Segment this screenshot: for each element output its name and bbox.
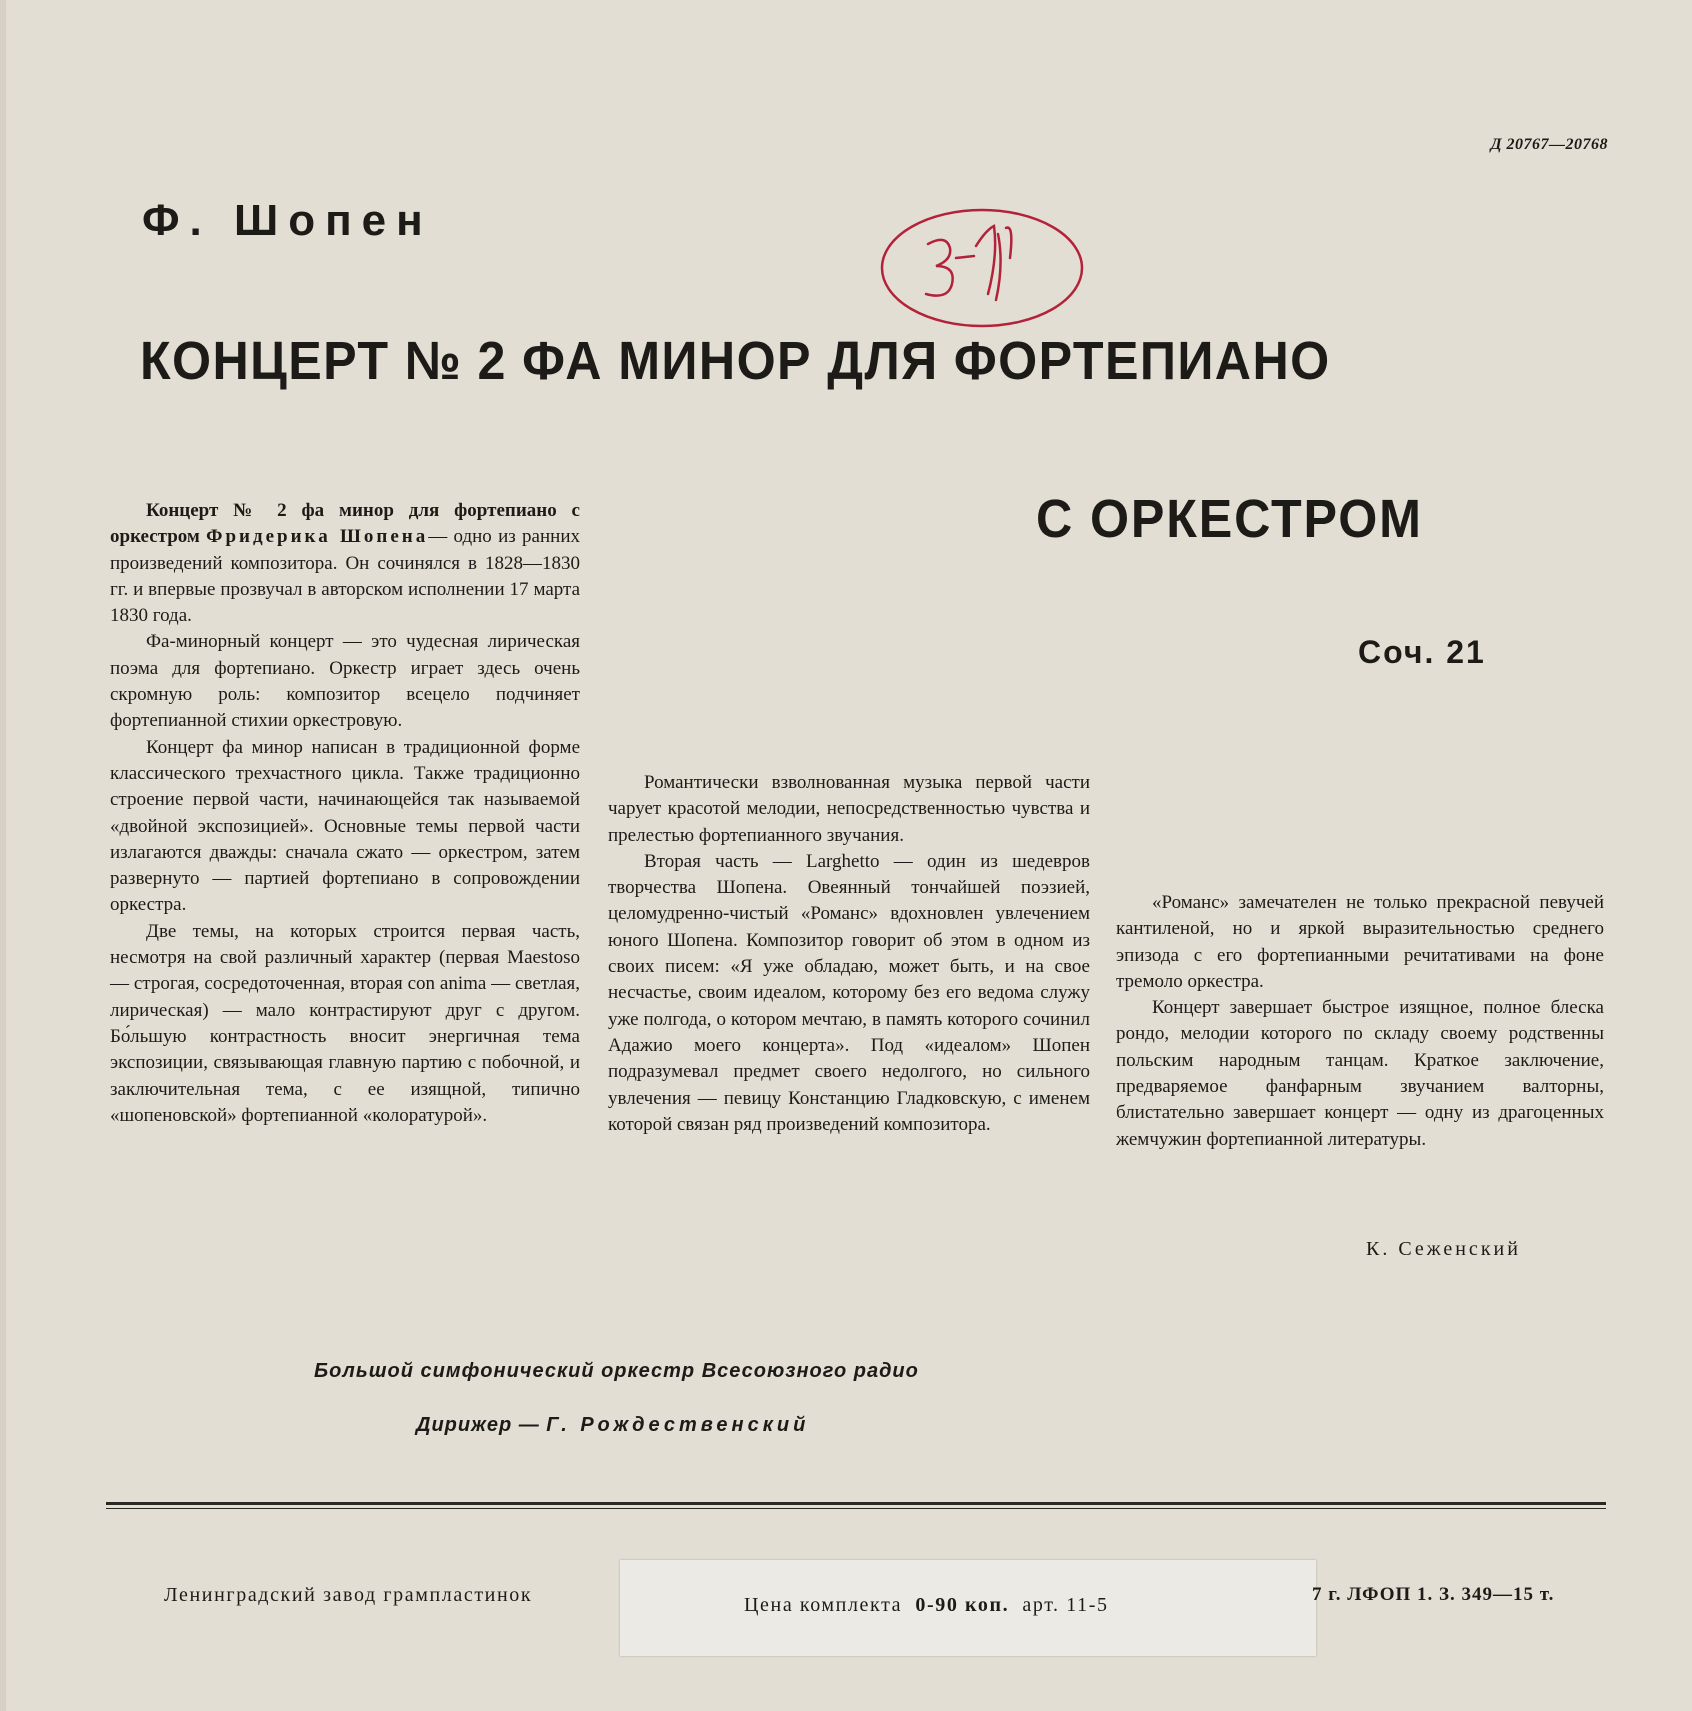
liner-notes-column-3 (1116, 890, 1604, 1153)
liner-notes-column-1 (110, 498, 580, 1129)
factory-name: Ленинградский завод грампластинок (164, 1584, 533, 1606)
liner-notes-column-2 (608, 770, 1090, 1138)
divider-rule (106, 1502, 1606, 1509)
paragraph: Концерт № 2 фа минор для фортепиано с оркестром Фридерика Шопена— одно из ранних произведений композитора. Он сочинялся в 1828—1830 гг. и впервые прозвучал в авторском исполнении 17 марта 1830 года. (110, 500, 580, 627)
title-line-2: С ОРКЕСТРОМ (1036, 489, 1423, 549)
paragraph: Концерт фа минор написан в традиционной форме классического трехчастного цикла. Также традиционно строение первой части, начинающейся так называемой «двойной экспозицией». Основные темы первой части излагаются дважды: сначала сжато — оркестром, затем развернуто — партией фортепиано в сопровождении оркестра. (110, 736, 580, 916)
orchestra-credit: Большой симфонический оркестр Всесоюзного радио (314, 1360, 919, 1382)
print-imprint: 7 г. ЛФОП 1. З. 349—15 т. (1312, 1584, 1555, 1605)
conductor-credit: Дирижер — Г. Рождественский (416, 1414, 810, 1436)
paragraph: «Романс» замечателен не только прекрасной певучей кантиленой, но и яркой выразительностью среднего эпизода с его фортепианными речитативами на фоне тремоло оркестра. (1116, 892, 1604, 992)
catalog-number: Д 20767—20768 (1490, 136, 1608, 153)
paragraph: Романтически взволнованная музыка первой части чарует красотой мелодии, непосредственностью чувства и прелестью фортепианного звучания. (608, 772, 1090, 846)
paragraph: Две темы, на которых строится первая часть, несмотря на свой различный характер (первая Maestoso — строгая, сосредоточенная, вторая con anima — светлая, лирическая) — мало контрастируют друг с другом. Бо́льшую контрастность вносит энергичная тема экспозиции, связывающая главную партию с побочной, и заключительная тема, с ее изящной, типично «шопеновской» фортепианной «колоратурой». (110, 920, 580, 1126)
notes-author: К. Сеженский (1366, 1238, 1521, 1260)
title-line-1: КОНЦЕРТ № 2 ФА МИНОР ДЛЯ ФОРТЕПИАНО (140, 331, 1331, 391)
price-text: Цена комплекта 0-90 коп. арт. 11-5 (744, 1594, 1109, 1616)
composer-name: Ф. Шопен (142, 196, 433, 245)
paragraph: Концерт завершает быстрое изящное, полное блеска рондо, мелодии которого по складу своему родственны польским народным танцам. Краткое заключение, предваряемое фанфарным звучанием валторны, блистательно завершает концерт — одну из драгоценных жемчужин фортепианной литературы. (1116, 997, 1604, 1150)
opus-number: Соч. 21 (1358, 634, 1486, 670)
handwritten-stamp (876, 204, 1086, 336)
paragraph: Фа-минорный концерт — это чудесная лирическая поэма для фортепиано. Оркестр играет здесь очень скромную роль: композитор всецело подчиняет фортепианной стихии оркестровую. (110, 631, 580, 732)
paragraph: Вторая часть — Larghetto — один из шедевров творчества Шопена. Овеянный тончайшей поэзией, целомудренно-чистый «Романс» вдохновлен увлечением юного Шопена. Композитор говорит об этом в одном из своих писем: «Я уже обладаю, может быть, и на свое несчастье, своим идеалом, которому без его ведома служу уже полгода, о котором мечтаю, в память которого сочинил Адажио моего концерта». Под «идеалом» Шопен подразумевал предмет своего недолгого, но сильного увлечения — певицу Констанцию Гладковскую, с именем которой связан ряд произведений композитора. (608, 850, 1090, 1135)
